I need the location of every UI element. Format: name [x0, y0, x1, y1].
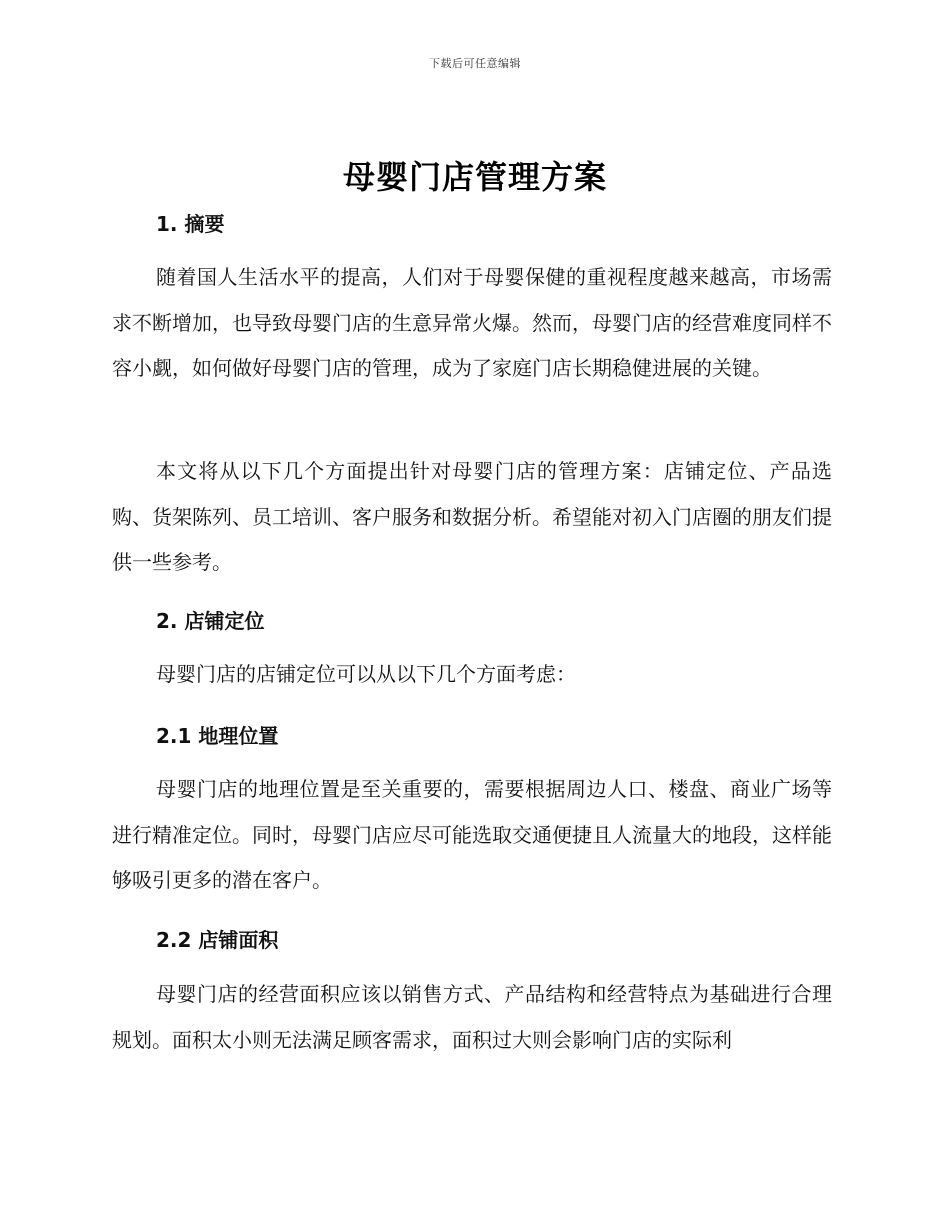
store-positioning-intro: 母婴门店的店铺定位可以从以下几个方面考虑：: [156, 662, 576, 686]
summary-paragraph-2: 本文将从以下几个方面提出针对母婴门店的管理方案：店铺定位、产品选购、货架陈列、员工培训、客户服务和数据分析。希望能对初入门店圈的朋友们提供一些参考。: [112, 459, 832, 574]
summary-paragraph-1: 随着国人生活水平的提高，人们对于母婴保健的重视程度越来越高，市场需求不断增加，也导致母婴门店的生意异常火爆。然而，母婴门店的经营难度同样不容小觑，如何做好母婴门店的管理，成为了家庭门店长期稳健进展的关键。: [112, 265, 832, 380]
location-paragraph: 母婴门店的地理位置是至关重要的，需要根据周边人口、楼盘、商业广场等进行精准定位。同时，母婴门店应尽可能选取交通便捷且人流量大的地段，这样能够吸引更多的潜在客户。: [112, 777, 832, 892]
header-note: 下载后可任意编辑: [429, 57, 521, 70]
section-heading-store-positioning: 2. 店铺定位: [156, 609, 265, 633]
subsection-heading-store-area: 2.2 店铺面积: [156, 928, 279, 952]
document-title: 母婴门店管理方案: [342, 158, 607, 196]
subsection-heading-location: 2.1 地理位置: [156, 724, 279, 748]
store-area-paragraph: 母婴门店的经营面积应该以销售方式、产品结构和经营特点为基础进行合理规划。面积太小则无法满足顾客需求，面积过大则会影响门店的实际利: [112, 982, 832, 1052]
section-heading-summary: 1. 摘要: [156, 212, 225, 236]
